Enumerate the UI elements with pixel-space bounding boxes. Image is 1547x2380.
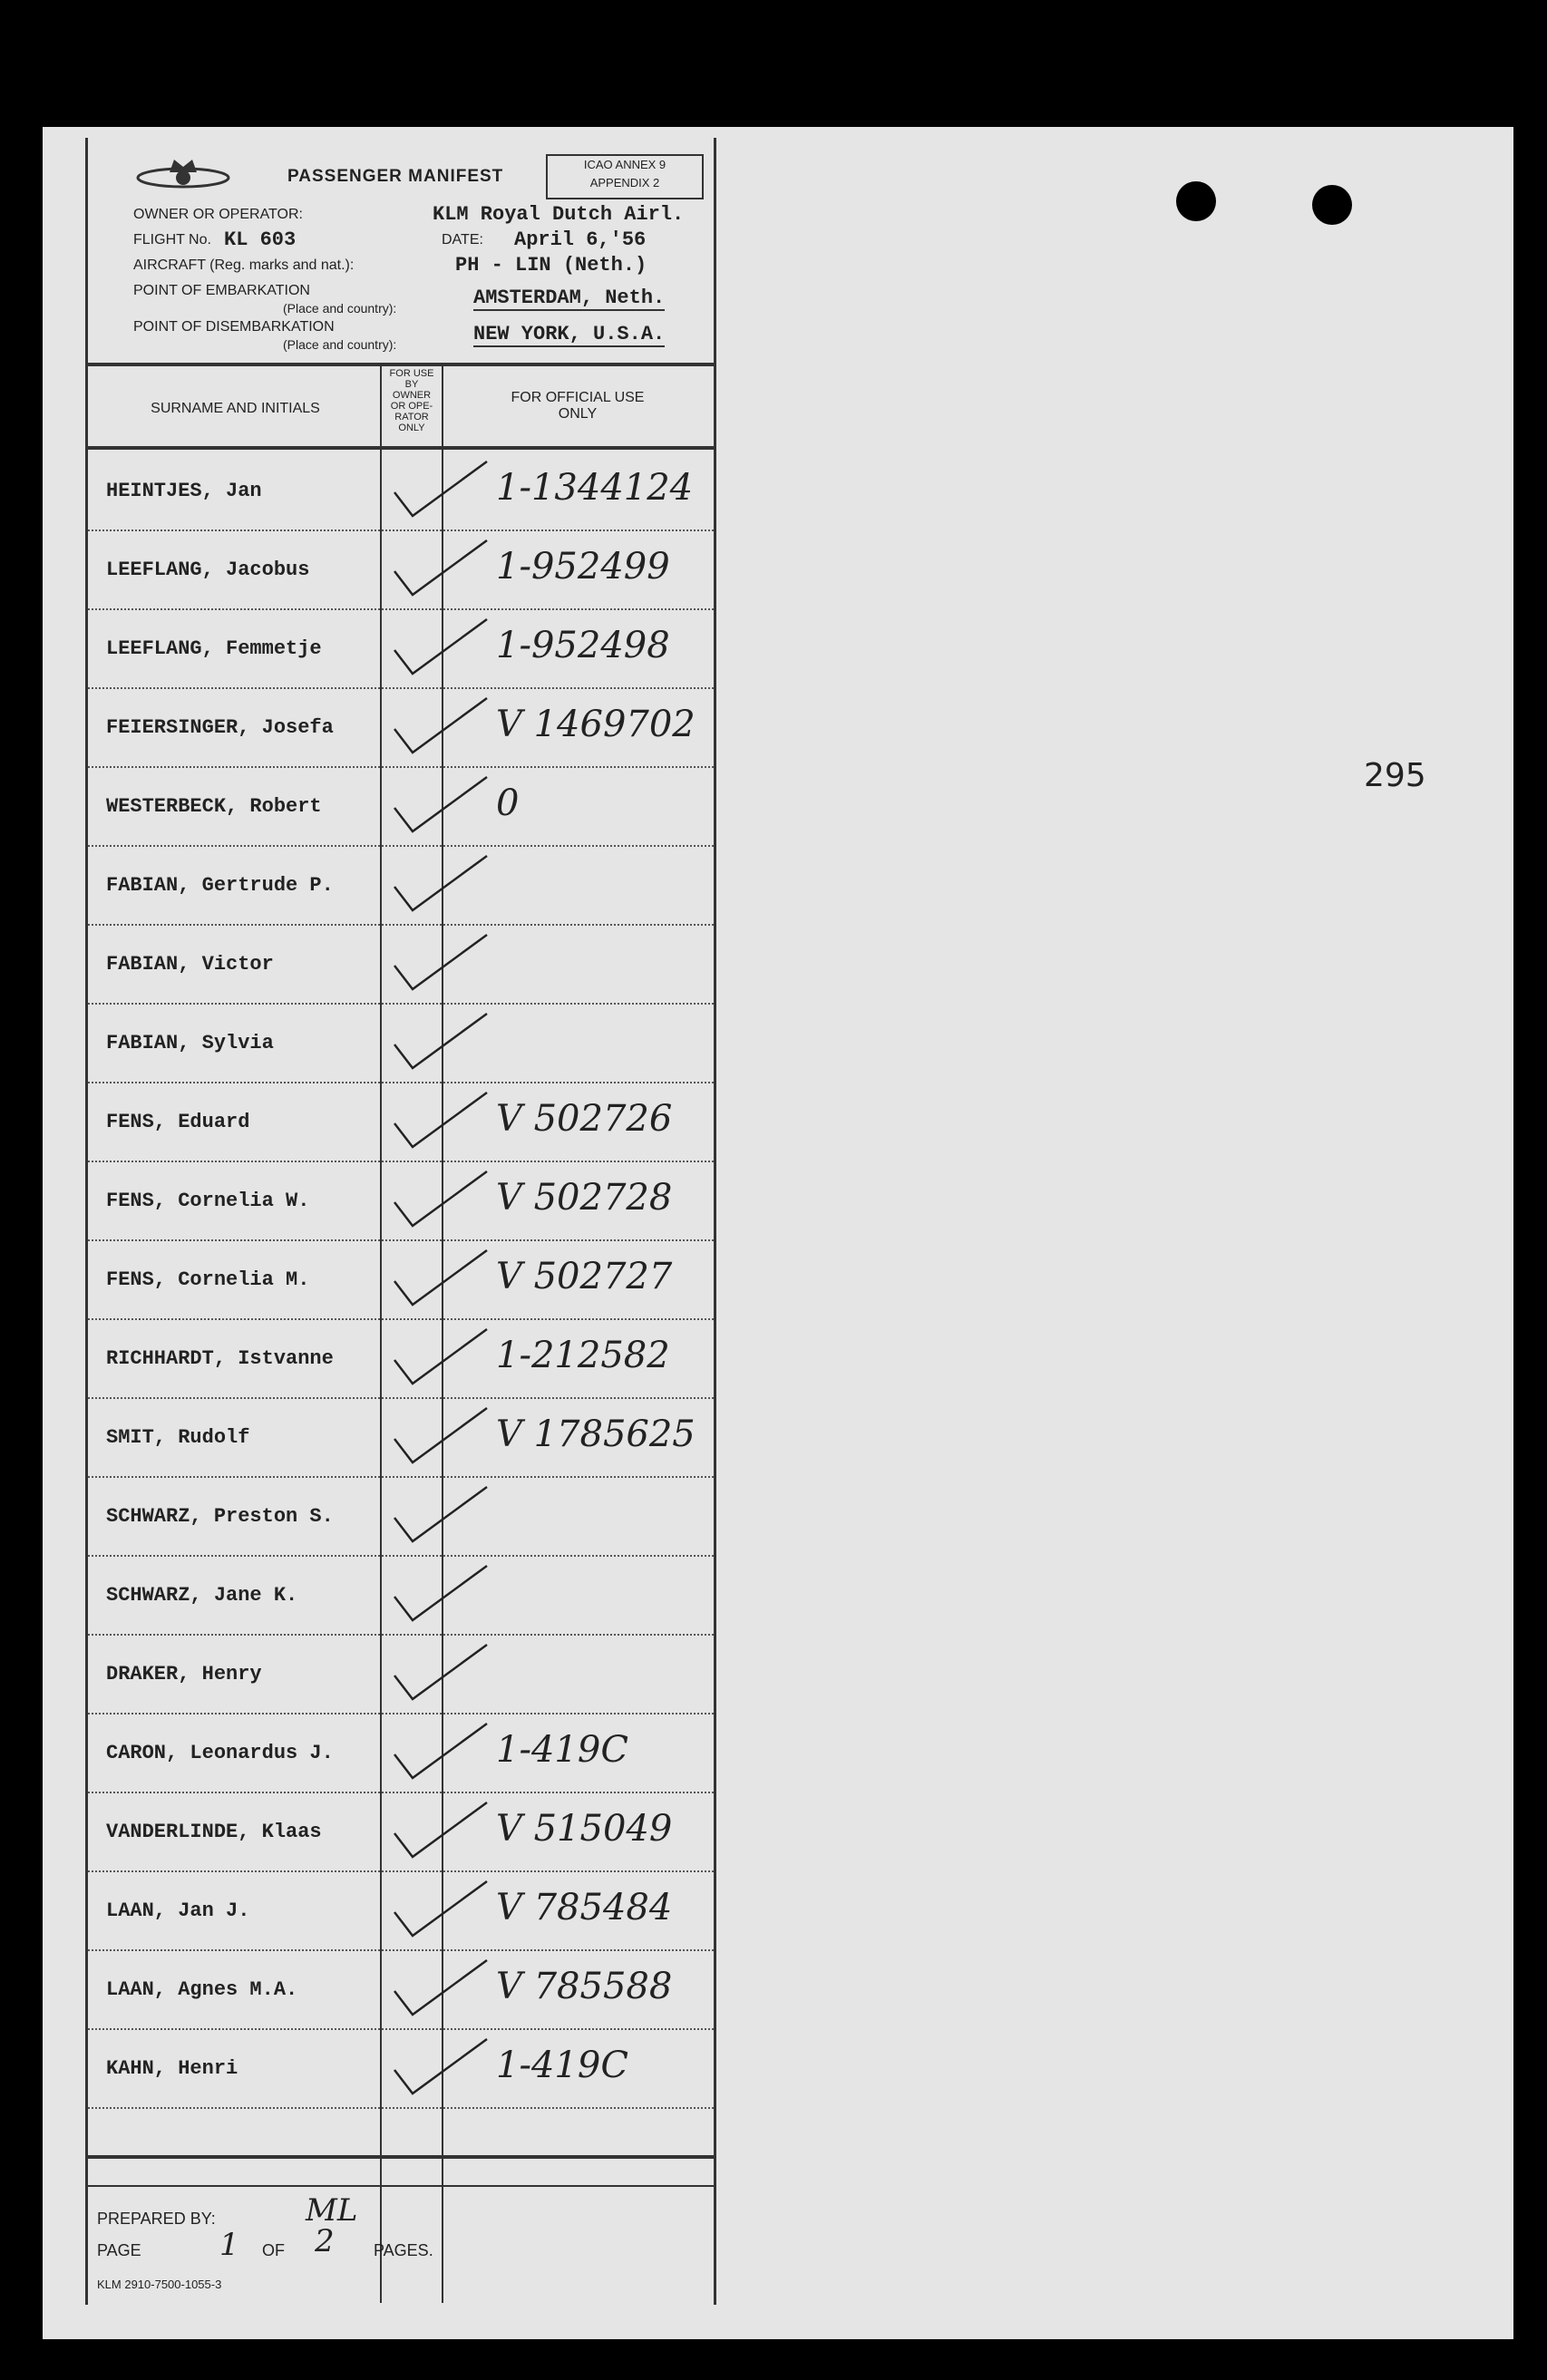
pages-label: PAGES. [374, 2241, 433, 2259]
passenger-row [88, 1792, 714, 1872]
flight-value: KL 603 [224, 228, 297, 251]
klm-crown-logo [133, 154, 233, 194]
passenger-row [88, 608, 714, 689]
check-mark-icon [387, 535, 496, 598]
passenger-name: HEINTJES, Jan [106, 480, 262, 502]
passenger-name: FABIAN, Sylvia [106, 1032, 274, 1054]
official-number: V 785484 [496, 1887, 673, 1928]
page-stamp-number: 295 [1364, 757, 1426, 794]
passenger-row [88, 2028, 714, 2109]
check-mark-icon [387, 929, 496, 993]
passenger-name: FEIERSINGER, Josefa [106, 716, 334, 739]
passenger-row [88, 1870, 714, 1951]
official-use-column-header: FOR OFFICIAL USE ONLY [511, 390, 645, 422]
icao-annex: ICAO ANNEX 9 [583, 158, 666, 171]
date-label: DATE: [442, 232, 483, 248]
passenger-name: KAHN, Henri [106, 2057, 238, 2080]
passenger-row [88, 1397, 714, 1478]
passenger-name: LAAN, Agnes M.A. [106, 1978, 298, 2001]
surname-column-header: SURNAME AND INITIALS [151, 401, 320, 416]
of-label: OF [262, 2241, 285, 2259]
manifest-sheet [43, 127, 1513, 2339]
check-mark-icon [387, 850, 496, 914]
list-end-divider [88, 2185, 714, 2187]
official-number: V 502726 [496, 1098, 673, 1140]
prepared-by-value: ML [306, 2192, 358, 2229]
passenger-name: LEEFLANG, Femmetje [106, 637, 322, 660]
passenger-row [88, 1476, 714, 1557]
owner-label: OWNER OR OPERATOR: [133, 207, 303, 222]
official-number: 0 [496, 782, 520, 824]
manifest-form [85, 138, 716, 2305]
passenger-name: RICHHARDT, Istvanne [106, 1347, 334, 1370]
check-mark-icon [387, 1876, 496, 1939]
check-mark-icon [387, 1008, 496, 1072]
passenger-name: VANDERLINDE, Klaas [106, 1821, 322, 1843]
disembarkation-sublabel: (Place and country): [283, 337, 397, 352]
embarkation-label: POINT OF EMBARKATION [133, 283, 310, 298]
passenger-row [88, 529, 714, 610]
aircraft-label: AIRCRAFT (Reg. marks and nat.): [133, 257, 355, 273]
punch-hole [1176, 181, 1216, 221]
passenger-row [88, 1239, 714, 1320]
official-number: 1-952498 [496, 625, 670, 666]
owner-value: KLM Royal Dutch Airl. [433, 203, 685, 226]
passenger-row [88, 766, 714, 847]
passenger-name: FABIAN, Gertrude P. [106, 874, 334, 897]
passenger-row [88, 1713, 714, 1793]
header-divider [88, 363, 714, 366]
official-number: 1-952499 [496, 546, 670, 588]
disembarkation-value: NEW YORK, U.S.A. [473, 323, 666, 345]
passenger-name: WESTERBECK, Robert [106, 795, 322, 818]
check-mark-icon [387, 1639, 496, 1703]
check-mark-icon [387, 1481, 496, 1545]
official-number: V 1469702 [496, 704, 696, 745]
passenger-row [88, 1161, 714, 1241]
embarkation-sublabel: (Place and country): [283, 301, 397, 316]
passenger-row [88, 845, 714, 926]
passenger-row [88, 451, 714, 531]
passenger-name: SCHWARZ, Preston S. [106, 1505, 334, 1528]
passenger-row [88, 1082, 714, 1162]
official-number: 1-419C [496, 1729, 628, 1771]
check-mark-icon [387, 1560, 496, 1624]
check-mark-icon [387, 1166, 496, 1229]
passenger-row [88, 1634, 714, 1715]
owner-use-column-header: FOR USE BY OWNER OR OPE- RATOR ONLY [389, 368, 434, 433]
passenger-row [88, 687, 714, 768]
check-mark-icon [387, 693, 496, 756]
punch-hole [1312, 185, 1352, 225]
passenger-row [88, 1949, 714, 2030]
check-mark-icon [387, 1797, 496, 1860]
passenger-name: DRAKER, Henry [106, 1663, 262, 1685]
list-end-divider [88, 2155, 714, 2159]
official-number: V 502727 [496, 1256, 673, 1297]
passenger-name: FABIAN, Victor [106, 953, 274, 976]
passenger-row [88, 1555, 714, 1636]
passenger-name: FENS, Cornelia W. [106, 1190, 310, 1212]
check-mark-icon [387, 1087, 496, 1151]
official-number: 1-1344124 [496, 467, 694, 509]
check-mark-icon [387, 614, 496, 677]
official-number: 1-419C [496, 2045, 628, 2086]
passenger-row [88, 1003, 714, 1083]
flight-label: FLIGHT No. [133, 232, 211, 248]
check-mark-icon [387, 456, 496, 520]
passenger-name: FENS, Cornelia M. [106, 1268, 310, 1291]
check-mark-icon [387, 1955, 496, 2018]
passenger-row [88, 1318, 714, 1399]
manifest-title: PASSENGER MANIFEST [287, 167, 504, 186]
total-pages: 2 [315, 2223, 335, 2259]
check-mark-icon [387, 1403, 496, 1466]
official-number: V 515049 [496, 1808, 673, 1850]
passenger-name: FENS, Eduard [106, 1111, 250, 1133]
official-number: 1-212582 [496, 1335, 670, 1376]
official-number: V 785588 [496, 1966, 673, 2007]
icao-reference-box [546, 154, 704, 199]
official-number: V 1785625 [496, 1413, 696, 1455]
passenger-name: SMIT, Rudolf [106, 1426, 250, 1449]
check-mark-icon [387, 1718, 496, 1782]
passenger-row [88, 924, 714, 1005]
page-number: 1 [219, 2227, 239, 2263]
check-mark-icon [387, 1245, 496, 1308]
embarkation-value: AMSTERDAM, Neth. [473, 287, 666, 309]
aircraft-value: PH - LIN (Neth.) [455, 254, 647, 277]
passenger-name: SCHWARZ, Jane K. [106, 1584, 298, 1607]
check-mark-icon [387, 772, 496, 835]
check-mark-icon [387, 2034, 496, 2097]
passenger-name: CARON, Leonardus J. [106, 1742, 334, 1764]
icao-appendix: APPENDIX 2 [589, 176, 660, 189]
passenger-name: LEEFLANG, Jacobus [106, 559, 310, 581]
page-label: PAGE [97, 2241, 141, 2259]
form-code: KLM 2910-7500-1055-3 [97, 2278, 222, 2291]
check-mark-icon [387, 1324, 496, 1387]
column-header-divider [88, 446, 714, 450]
date-value: April 6,'56 [514, 228, 647, 251]
prepared-by-label: PREPARED BY: [97, 2210, 216, 2228]
disembarkation-label: POINT OF DISEMBARKATION [133, 319, 335, 335]
passenger-name: LAAN, Jan J. [106, 1899, 250, 1922]
official-number: V 502728 [496, 1177, 673, 1219]
